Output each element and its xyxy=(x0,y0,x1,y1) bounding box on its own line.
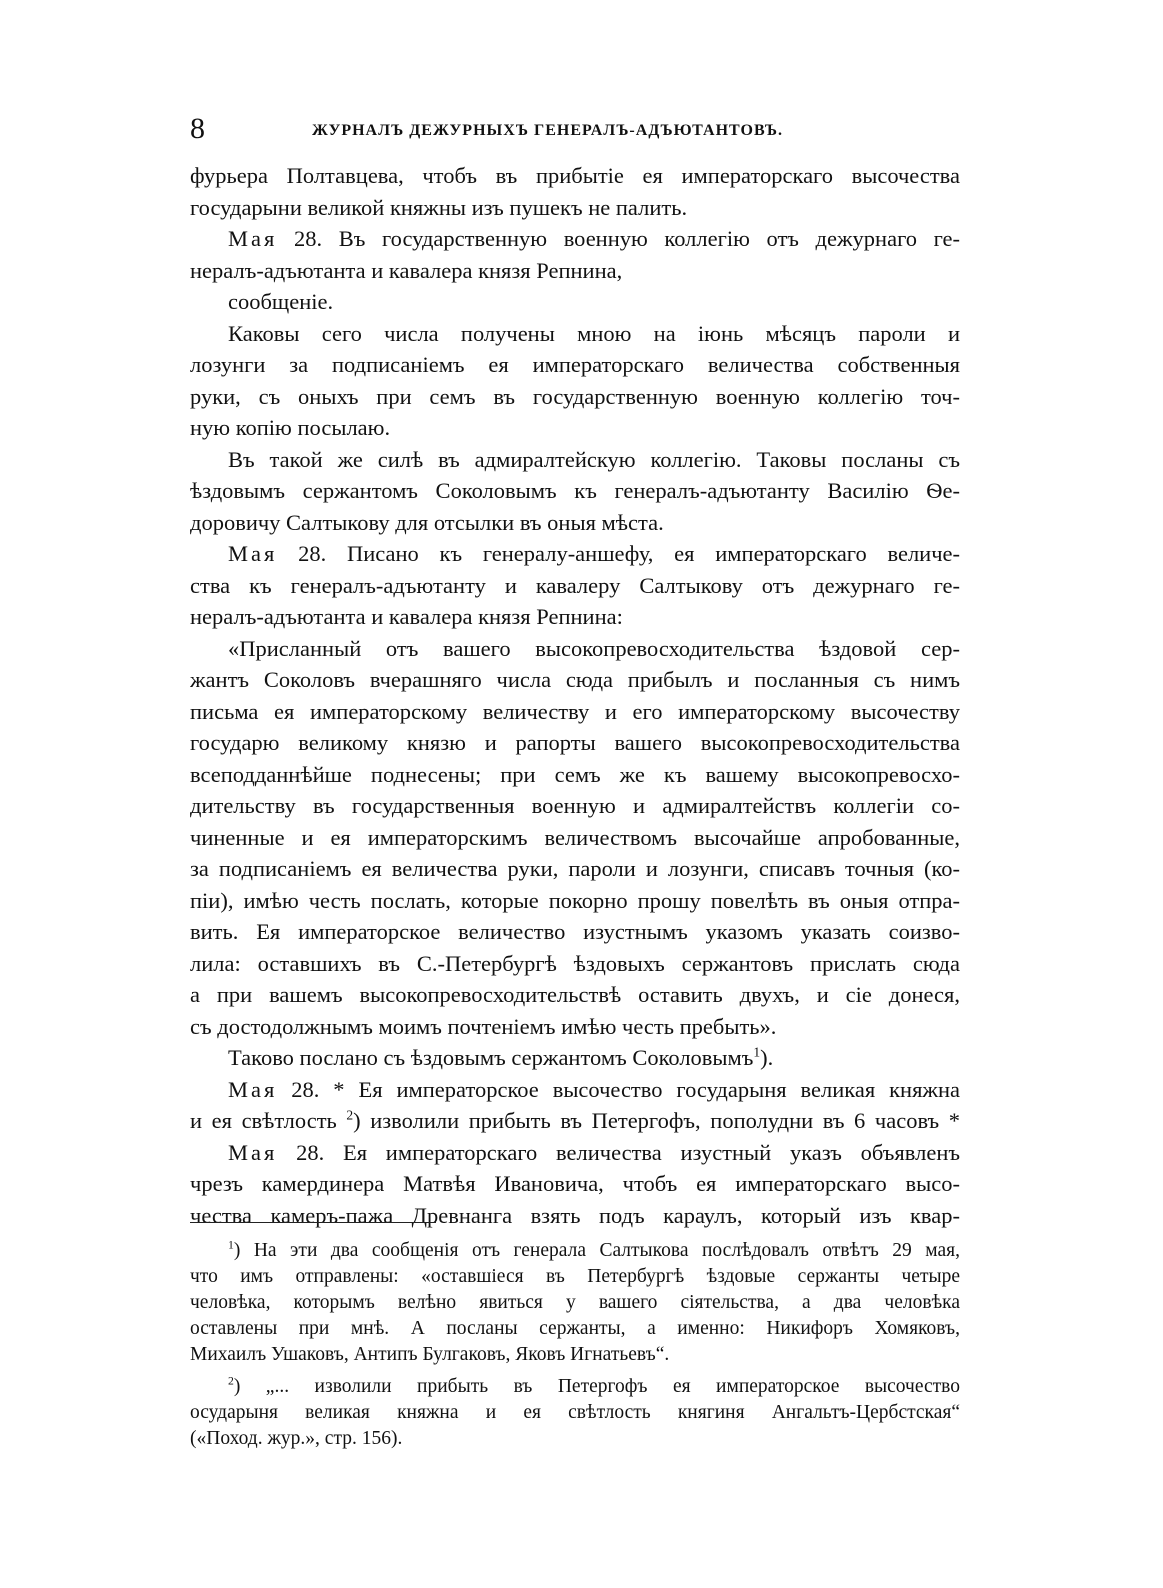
footnote-line xyxy=(190,1374,960,1400)
text-line: ѣздовымъ сержантомъ Соколовымъ къ генералъ-адъютанту Василію Ѳе- xyxy=(190,478,960,503)
text-fragment: ). xyxy=(760,1045,774,1070)
text-line xyxy=(190,1137,960,1169)
footnote-mark: 2 xyxy=(228,1374,234,1388)
text-line: жантъ Соколовъ вчерашняго числа сюда прибылъ и посланныя съ нимъ xyxy=(190,667,960,692)
text-line: піи), имѣю честь послать, которые покорно прошу повелѣть въ оныя отпра- xyxy=(190,887,960,913)
text-line xyxy=(190,223,960,255)
date-word: Мая xyxy=(228,1139,278,1165)
text-line: «Присланный отъ вашего высокопревосходительства ѣздовой сер- xyxy=(228,635,960,661)
footnote-line: человѣка, которымъ велѣно явиться у вашего сіятельства, а два человѣка xyxy=(190,1292,960,1313)
text-line xyxy=(190,1105,960,1137)
text-line: Въ такой же силѣ въ адмиралтейскую коллегію. Таковы посланы съ xyxy=(228,446,960,472)
text-line: Каковы сего числа получены мною на іюнь мѣсяцъ пароли и xyxy=(228,320,960,346)
footnote-line: осударыня великая княжна и ея свѣтлость княгиня Ангальтъ-Цербстская“ xyxy=(190,1402,960,1423)
footnote-line: что имъ отправлены: «оставшіеся въ Петербургѣ ѣздовые сержанты четыре xyxy=(190,1266,960,1287)
footnote-line: («Поход. жур.», стр. 156). xyxy=(190,1428,403,1449)
text-line: государыни великой княжны изъ пушекъ не палить. xyxy=(190,194,688,220)
date-word: Мая xyxy=(228,541,278,566)
text-line: ную копію посылаю. xyxy=(190,415,391,440)
footnote-ref: 1 xyxy=(753,1044,761,1060)
page-number: 8 xyxy=(190,112,205,145)
footnote-line xyxy=(190,1238,960,1264)
footnote-mark: 1 xyxy=(228,1238,234,1252)
text-line: нералъ-адъютанта и кавалера князя Репнина, xyxy=(190,257,623,283)
text-line: а при вашемъ высокопревосходительствѣ оставить двухъ, и сіе донеся, xyxy=(190,982,960,1007)
text-fragment: 28. * Ея императорское высочество государыня великая княжна xyxy=(291,1076,960,1102)
text-line: чества камеръ-пажа Древнанга взять подъ караулъ, который изъ квар- xyxy=(190,1202,960,1228)
page-header xyxy=(190,112,960,152)
text-line: съ достодолжнымъ моимъ почтеніемъ имѣю честь пребыть». xyxy=(190,1013,777,1039)
text-line: дительству въ государственныя военную и адмиралтействъ коллегіи со- xyxy=(190,793,960,818)
date-word: Мая xyxy=(228,226,278,251)
text-fragment: ) На эти два сообщенія отъ генерала Салтыкова послѣдовалъ отвѣтъ 29 мая, xyxy=(233,1240,960,1261)
text-fragment: 28. Ея императорскаго величества изустный указъ объявленъ xyxy=(296,1139,960,1165)
text-line: сообщеніе. xyxy=(228,289,334,314)
footnote-ref: 2 xyxy=(346,1107,354,1123)
text-fragment: Таково послано съ ѣздовымъ сержантомъ Соколовымъ xyxy=(228,1045,754,1070)
text-line: за подписаніемъ ея величества руки, пароли и лозунги, списавъ точныя (ко- xyxy=(190,856,960,881)
text-fragment: ) „... изволили прибыть въ Петергофъ ея императорское высочество xyxy=(233,1376,960,1397)
text-line xyxy=(190,1074,960,1106)
text-line xyxy=(190,538,960,570)
text-fragment: 28. Въ государственную военную коллегію отъ дежурнаго ге- xyxy=(293,226,960,251)
text-line: письма ея императорскому величеству и его императорскому высочеству xyxy=(190,698,960,724)
text-fragment: и ея свѣтлость xyxy=(190,1108,337,1133)
text-line: лозунги за подписаніемъ ея императорскаго величества собственныя xyxy=(190,352,960,377)
text-line: вить. Ея императорское величество изустнымъ указомъ указать соизво- xyxy=(190,919,960,944)
text-line: чиненные и ея императорскимъ величествомъ высочайше апробованные, xyxy=(190,824,960,850)
text-line: нералъ-адъютанта и кавалера князя Репнина: xyxy=(190,604,623,629)
text-line: фурьера Полтавцева, чтобъ въ прибытіе ея императорскаго высочества xyxy=(190,163,960,188)
text-line: государю великому князю и рапорты вашего высокопревосходительства xyxy=(190,730,960,755)
footnote-line: оставлены при мнѣ. А посланы сержанты, а именно: Никифоръ Хомяковъ, xyxy=(190,1318,960,1339)
footnote-line: Михаилъ Ушаковъ, Антипъ Булгаковъ, Яковъ Игнатьевъ“. xyxy=(190,1344,670,1365)
footnotes xyxy=(190,1238,960,1452)
text-line: чрезъ камердинера Матвѣя Ивановича, чтобъ ея императорскаго высо- xyxy=(190,1171,960,1196)
footnote-rule xyxy=(190,1222,436,1223)
text-line xyxy=(190,1042,960,1074)
text-fragment: 28. Писано къ генералу-аншефу, ея императорскаго величе- xyxy=(298,541,960,566)
date-word: Мая xyxy=(228,1076,278,1102)
text-line: ства къ генералъ-адъютанту и кавалеру Салтыкову отъ дежурнаго ге- xyxy=(190,572,960,598)
text-fragment: ) изволили прибыть въ Петергофъ, пополудни въ 6 часовъ * xyxy=(353,1108,960,1133)
text-line: всеподданнѣйше поднесены; при семъ же къ вашему высокопревосхо- xyxy=(190,761,960,787)
text-line: лила: оставшихъ въ С.-Петербургѣ ѣздовыхъ сержантовъ прислать сюда xyxy=(190,950,960,976)
text-line: руки, съ оныхъ при семъ въ государственную военную коллегію точ- xyxy=(190,383,960,409)
main-text xyxy=(190,160,960,1231)
running-title: ЖУРНАЛЪ ДЕЖУРНЫХЪ ГЕНЕРАЛЪ-АДЪЮТАНТОВЪ. xyxy=(312,122,784,139)
text-line: доровичу Салтыкову для отсылки въ оныя мѣста. xyxy=(190,509,664,535)
